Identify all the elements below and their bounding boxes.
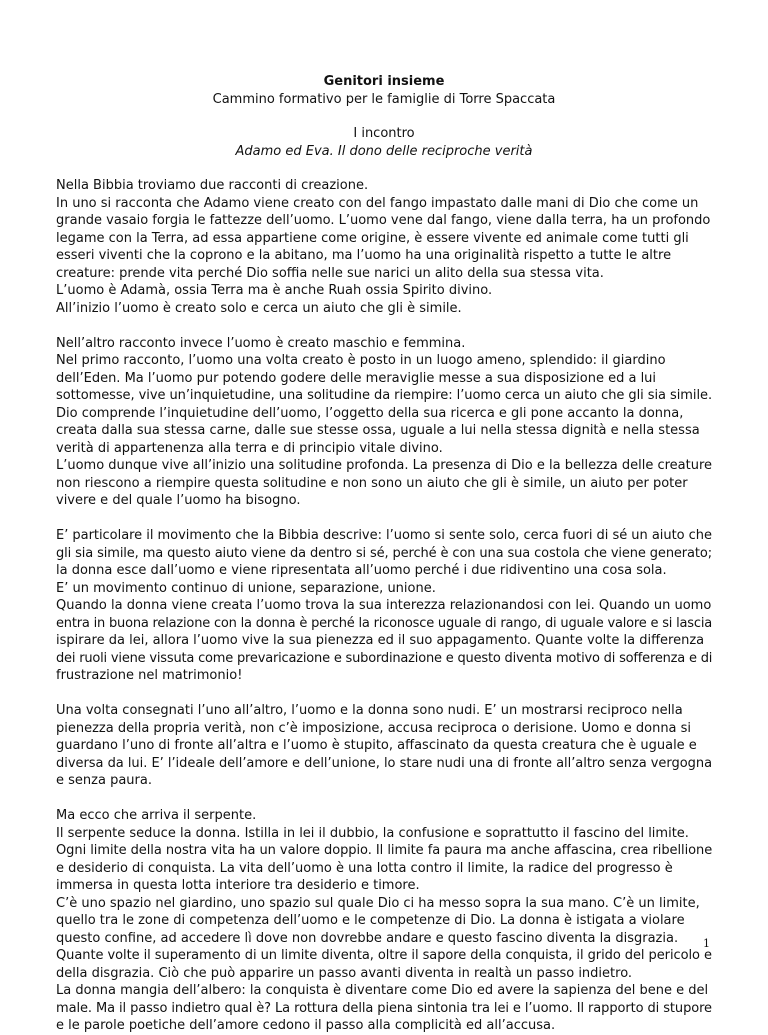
text-line: creata dalla sua stessa carne, dalle sue stesse ossa, uguale a lui nella stessa dignità e nella stessa <box>56 423 700 438</box>
text-line: dell’Eden. Ma l’uomo pur potendo godere delle meraviglie messe a sua disposizione ed a lui <box>56 370 657 386</box>
text-line: ispirare da lei, allora l’uomo vive la sua pienezza ed il suo appagamento. Quante volte la differenza <box>56 633 705 648</box>
text-line: quello tra le zone di competenza dell’uomo e le competenze di Dio. La donna è istigata a violare <box>56 913 685 928</box>
text-line: verità di appartenenza alla terra e di principio vitale divino. <box>56 440 443 456</box>
text-line: E’ un movimento continuo di unione, separazione, unione. <box>56 580 436 596</box>
text-line: Quando la donna viene creata l’uomo trova la sua interezza relazionandosi con lei. Quando un uomo <box>56 598 712 613</box>
text-line: Ogni limite della nostra vita ha un valore doppio. Il limite fa paura ma anche affascina, crea ribellione <box>56 843 713 858</box>
text-line: creature: prende vita perché Dio soffia nelle sue narici un alito della sua stessa vita. <box>56 265 604 281</box>
text-line: questo confine, ad accedere lì dove non dovrebbe andare e questo fascino diventa la disgrazia. <box>56 930 679 946</box>
text-line: e le parole poetiche dell’amore cedono il passo alla complicità ed all’accusa. <box>56 1018 556 1033</box>
meeting-number: I incontro <box>353 126 415 141</box>
document-title: Genitori insieme <box>323 74 445 89</box>
text-line: e senza paura. <box>56 773 152 788</box>
text-line: pienezza della propria verità, non c’è imposizione, accusa reciproca o derisione. Uomo e donna si <box>56 720 692 736</box>
text-line: esseri viventi che la coprono e la abitano, ma l’uomo ha una originalità rispetto a tutte le altre <box>56 248 672 263</box>
text-line: entra in buona relazione con la donna è perché la riconosce uguale di rango, di uguale valore e si lascia <box>56 615 713 631</box>
paragraph <box>56 702 712 790</box>
document-header <box>56 73 712 160</box>
text-line: sottomesse, vive un’inquietudine, una solitudine da riempire: l’uomo cerca un aiuto che gli sia simile. <box>56 388 713 403</box>
text-line: gli sia simile, ma questo aiuto viene da dentro si sé, perché è con una sua costola che viene generato; <box>56 545 712 561</box>
text-line: La donna mangia dell’albero: la conquista è diventare come Dio ed avere la sapienza del bene e del <box>56 983 709 998</box>
meeting-title: Adamo ed Eva. Il dono delle reciproche verità <box>235 143 533 159</box>
paragraph <box>56 335 712 510</box>
text-line: E’ particolare il movimento che la Bibbia descrive: l’uomo si sente solo, cerca fuori di sé un aiuto che <box>56 528 712 543</box>
text-line: Dio comprende l’inquietudine dell’uomo, l’oggetto della sua ricerca e gli pone accanto la donna, <box>56 405 684 421</box>
text-line: C’è uno spazio nel giardino, uno spazio sul quale Dio ci ha messo sopra la sua mano. C’è un limite, <box>56 895 700 911</box>
text-line: grande vasaio forgia le fattezze dell’uomo. L’uomo vene dal fango, viene dalla terra, ha un profondo <box>56 213 711 228</box>
document-body <box>56 177 712 1035</box>
page-number: 1 <box>703 937 710 950</box>
text-line: All’inizio l’uomo è creato solo e cerca un aiuto che gli è simile. <box>56 300 462 316</box>
paragraph <box>56 807 712 1035</box>
text-line: frustrazione nel matrimonio! <box>56 668 243 683</box>
text-line: Una volta consegnati l’uno all’altro, l’uomo e la donna sono nudi. E’ un mostrarsi reciproco nella <box>56 703 683 718</box>
text-line: In uno si racconta che Adamo viene creato con del fango impastato dalle mani di Dio che come un <box>56 195 699 211</box>
text-line: legame con la Terra, ad essa appartiene come origine, è essere vivente ed animale come tutti gli <box>56 230 689 246</box>
text-line: Nel primo racconto, l’uomo una volta creato è posto in un luogo ameno, splendido: il giardino <box>56 353 666 368</box>
text-line: della disgrazia. Ciò che può apparire un passo avanti diventa in realtà un passo indietro. <box>56 965 633 981</box>
text-line: immersa in questa lotta interiore tra desiderio e timore. <box>56 878 420 893</box>
document-subtitle: Cammino formativo per le famiglie di Torre Spaccata <box>212 91 556 107</box>
text-line: Il serpente seduce la donna. Istilla in lei il dubbio, la confusione e soprattutto il fascino del limite. <box>56 825 689 841</box>
paragraph <box>56 177 712 317</box>
text-line: e desiderio di conquista. La vita dell’uomo è una lotta contro il limite, la radice del progresso è <box>56 860 673 876</box>
text-line: Ma ecco che arriva il serpente. <box>56 808 257 823</box>
text-line: non riescono a riempire questa solitudine e non sono un aiuto che gli è simile, un aiuto per poter <box>56 475 688 491</box>
paragraph <box>56 527 712 685</box>
text-line: vivere e del quale l’uomo ha bisogno. <box>56 493 301 508</box>
text-line: Nella Bibbia troviamo due racconti di creazione. <box>56 178 369 193</box>
text-line: dei ruoli viene vissuta come prevaricazione e subordinazione e questo diventa motivo di sofferenza e di <box>56 650 713 666</box>
text-line: L’uomo è Adamà, ossia Terra ma è anche Ruah ossia Spirito divino. <box>56 283 493 298</box>
text-line: diversa da lui. E’ l’ideale dell’amore e dell’unione, lo stare nudi una di fronte all’altro senza vergogna <box>56 755 713 771</box>
text-line: L’uomo dunque vive all’inizio una solitudine profonda. La presenza di Dio e la bellezza delle creature <box>56 458 713 473</box>
text-line: Nell’altro racconto invece l’uomo è creato maschio e femmina. <box>56 335 466 351</box>
text-line: guardano l’uno di fronte all’altra e l’uomo è stupito, affascinato da questa creatura che è uguale e <box>56 738 697 753</box>
text-line: la donna esce dall’uomo e viene ripresentata all’uomo perché i due ridiventino una cosa sola. <box>56 563 667 578</box>
text-line: male. Ma il passo indietro qual è? La rottura della piena sintonia tra lei e l’uomo. Il rapporto di stupore <box>56 1000 712 1016</box>
text-line: Quante volte il superamento di un limite diventa, oltre il sapore della conquista, il grido del pericolo e <box>56 948 712 963</box>
